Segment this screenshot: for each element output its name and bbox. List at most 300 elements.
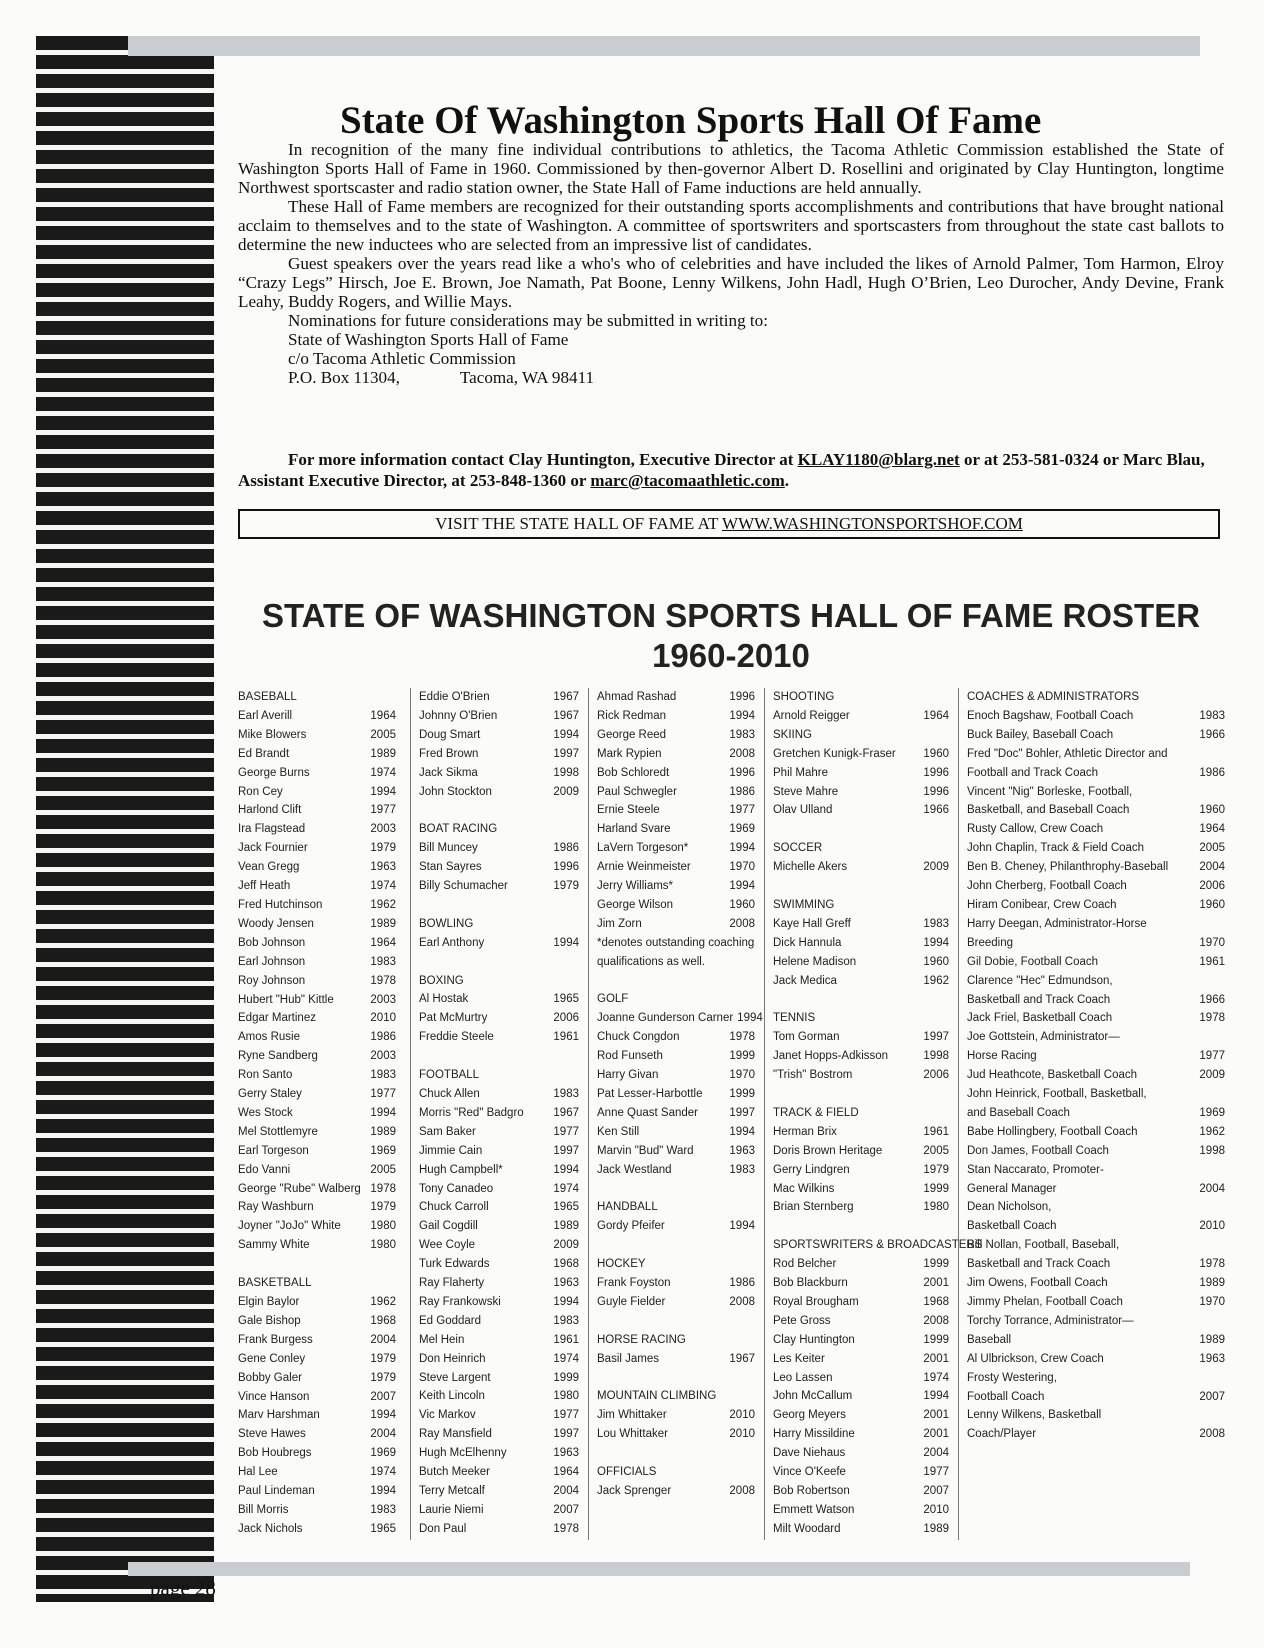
roster-entry — [419, 1123, 579, 1142]
induction-year: 1963 — [370, 861, 396, 874]
roster-entry — [773, 1501, 949, 1520]
induction-year: 1977 — [553, 1409, 579, 1422]
roster-entry — [419, 1028, 579, 1047]
induction-year: 1980 — [923, 1201, 949, 1214]
inductee-name: Ryne Sandberg — [238, 1050, 318, 1063]
roster-title-line-1: STATE OF WASHINGTON SPORTS HALL OF FAME ROSTER — [261, 597, 1201, 634]
inductee-name: Jack Friel, Basketball Coach — [967, 1012, 1113, 1025]
contact-text-3: . — [784, 471, 790, 490]
roster-entry — [238, 953, 396, 972]
roster-entry — [597, 1350, 755, 1369]
roster-note-line: Bill Nollan, Football, Baseball, — [967, 1239, 1120, 1252]
induction-year: 1994 — [729, 1220, 755, 1233]
roster-entry — [238, 1217, 396, 1236]
induction-year: 1979 — [553, 880, 579, 893]
inductee-name: Ron Cey — [238, 785, 283, 798]
inductee-name: Fred Brown — [419, 747, 479, 760]
induction-year: 2007 — [370, 1390, 396, 1403]
induction-year: 1977 — [370, 804, 396, 817]
induction-year: 2004 — [923, 1447, 949, 1460]
roster-entry — [419, 1501, 579, 1520]
inductee-name: Earl Averill — [238, 709, 293, 722]
induction-year: 1986 — [370, 1031, 396, 1044]
induction-year: 1983 — [553, 1087, 579, 1100]
roster-entry — [238, 991, 396, 1010]
induction-year: 2010 — [370, 1012, 396, 1025]
inductee-name: Anne Quast Sander — [597, 1106, 699, 1119]
roster-note-line: Harry Deegan, Administrator-Horse — [967, 917, 1147, 930]
induction-year: 1994 — [553, 1295, 579, 1308]
roster-entry — [419, 745, 579, 764]
induction-year: 1964 — [923, 709, 949, 722]
roster-section-heading: SOCCER — [773, 842, 823, 855]
induction-year: 1960 — [923, 955, 949, 968]
roster-table — [238, 688, 1225, 1540]
roster-entry — [419, 688, 579, 707]
inductee-name: Gail Cogdill — [419, 1220, 478, 1233]
roster-entry — [419, 1198, 579, 1217]
contact-text-2: or at 253-581-0324 or Marc Blau, Assistant Executive Director, at 253-848-1360 or — [238, 450, 1205, 490]
address-line-2: c/o Tacoma Athletic Commission — [288, 349, 516, 368]
roster-title-years: 1960-2010 — [652, 637, 810, 674]
inductee-name: Janet Hopps-Adkisson — [773, 1050, 889, 1063]
inductee-name: Steve Hawes — [238, 1428, 306, 1441]
inductee-name: Guyle Fielder — [597, 1295, 666, 1308]
induction-year: 2009 — [553, 785, 579, 798]
inductee-name: Doug Smart — [419, 728, 481, 741]
roster-section-heading: BASEBALL — [238, 691, 297, 703]
induction-year: 1983 — [370, 955, 396, 968]
inductee-name: Earl Johnson — [238, 955, 306, 968]
induction-year: 1989 — [923, 1522, 949, 1535]
roster-entry — [773, 1406, 949, 1425]
inductee-name: Dick Hannula — [773, 936, 842, 949]
roster-entry — [419, 1180, 579, 1199]
roster-note-line: qualifications as well. — [597, 955, 706, 968]
contact-text-1: For more information contact Clay Huntington, Executive Director at — [288, 450, 798, 469]
roster-entry — [597, 1142, 755, 1161]
induction-year: 1960 — [1199, 804, 1225, 817]
roster-note-line: Lenny Wilkens, Basketball — [967, 1409, 1102, 1422]
induction-year: 1961 — [923, 1125, 949, 1138]
inductee-name: Jim Zorn — [597, 917, 642, 930]
induction-year: 1996 — [729, 766, 755, 779]
roster-spacer — [419, 801, 579, 820]
inductee-name: Buck Bailey, Baseball Coach — [967, 728, 1114, 741]
inductee-name: Johnny O'Brien — [419, 709, 498, 722]
inductee-name: Elgin Baylor — [238, 1295, 300, 1308]
inductee-name: Les Keiter — [773, 1352, 825, 1365]
roster-entry — [773, 1425, 949, 1444]
induction-year: 1994 — [923, 1390, 949, 1403]
induction-year: 1986 — [729, 1277, 755, 1290]
roster-column-3 — [588, 688, 763, 1540]
roster-entry — [773, 1047, 949, 1066]
email-link-klay[interactable]: KLAY1180@blarg.net — [797, 450, 960, 469]
induction-year: 2008 — [729, 1295, 755, 1308]
roster-entry — [419, 1217, 579, 1236]
inductee-name: Michelle Akers — [773, 861, 848, 874]
induction-year: 1965 — [370, 1522, 396, 1535]
roster-entry — [597, 1123, 755, 1142]
inductee-name: Coach/Player — [967, 1428, 1037, 1441]
roster-entry — [419, 1406, 579, 1425]
inductee-name: Mel Hein — [419, 1333, 465, 1346]
roster-spacer — [597, 1312, 755, 1331]
inductee-name: Chuck Allen — [419, 1087, 480, 1100]
induction-year: 1994 — [729, 709, 755, 722]
roster-entry — [773, 1312, 949, 1331]
roster-spacer — [597, 1444, 755, 1463]
roster-entry — [967, 953, 1225, 972]
page-number: page 28 — [150, 1576, 216, 1600]
bottom-rule-bar — [128, 1562, 1190, 1576]
inductee-name: Paul Lindeman — [238, 1485, 315, 1498]
induction-year: 2003 — [370, 1050, 396, 1063]
inductee-name: Bob Johnson — [238, 936, 306, 949]
induction-year: 1994 — [370, 785, 396, 798]
roster-entry — [419, 990, 579, 1009]
roster-entry — [419, 877, 579, 896]
roster-note-line: *denotes outstanding coaching — [597, 936, 755, 949]
induction-year: 1980 — [553, 1390, 579, 1403]
roster-spacer — [419, 953, 579, 972]
inductee-name: Gordy Pfeifer — [597, 1220, 665, 1233]
intro-paragraph-2: These Hall of Fame members are recognized for their outstanding sports accomplishments and contributions that have brought national acclaim to themselves and to the state of Washington. A committee of sportswriters and sportscasters from throughout the state cast ballots to determine the new inductees who are selected from an impressive list of candidates. — [238, 197, 1224, 254]
roster-entry — [773, 801, 949, 820]
inductee-name: George "Rube" Walberg — [238, 1182, 361, 1195]
induction-year: 1994 — [729, 1125, 755, 1138]
induction-year: 1974 — [923, 1371, 949, 1384]
inductee-name: Earl Torgeson — [238, 1144, 309, 1157]
roster-note-line: John Heinrick, Football, Basketball, — [967, 1088, 1147, 1101]
induction-year: 1969 — [370, 1447, 396, 1460]
roster-spacer — [597, 1236, 755, 1255]
inductee-name: Turk Edwards — [419, 1258, 490, 1271]
induction-year: 2010 — [729, 1428, 755, 1441]
roster-section-heading: SPORTSWRITERS & BROADCASTERS — [773, 1239, 983, 1252]
roster-entry — [597, 1047, 755, 1066]
inductee-name: Brian Sternberg — [773, 1201, 854, 1214]
induction-year: 1979 — [370, 842, 396, 855]
inductee-name: Earl Anthony — [419, 936, 485, 949]
roster-entry — [773, 1463, 949, 1482]
roster-entry — [773, 953, 949, 972]
roster-spacer — [597, 1180, 755, 1199]
induction-year: 1960 — [923, 747, 949, 760]
induction-year: 1967 — [553, 709, 579, 722]
induction-year: 1969 — [1199, 1106, 1225, 1119]
roster-entry — [773, 1520, 949, 1539]
inductee-name: Enoch Bagshaw, Football Coach — [967, 709, 1134, 722]
inductee-name: Gale Bishop — [238, 1314, 301, 1327]
induction-year: 1978 — [729, 1031, 755, 1044]
induction-year: 1997 — [553, 1144, 579, 1157]
roster-entry — [773, 1180, 949, 1199]
inductee-name: Ray Flaherty — [419, 1277, 485, 1290]
inductee-name: Rusty Callow, Crew Coach — [967, 823, 1104, 836]
induction-year: 2008 — [729, 917, 755, 930]
induction-year: 1963 — [1199, 1352, 1225, 1365]
roster-entry — [597, 1482, 755, 1501]
roster-entry — [238, 1104, 396, 1123]
roster-note-line: Joe Gottstein, Administrator— — [967, 1031, 1120, 1044]
roster-spacer — [773, 990, 949, 1009]
roster-entry — [419, 1482, 579, 1501]
inductee-name: Ray Frankowski — [419, 1295, 501, 1308]
induction-year: 2008 — [923, 1314, 949, 1327]
induction-year: 1977 — [553, 1125, 579, 1138]
induction-year: 2009 — [923, 861, 949, 874]
roster-entry — [773, 1482, 949, 1501]
induction-year: 1999 — [553, 1371, 579, 1384]
induction-year: 1986 — [553, 842, 579, 855]
roster-entry — [238, 764, 396, 783]
induction-year: 1983 — [553, 1314, 579, 1327]
roster-entry — [967, 1217, 1225, 1236]
induction-year: 1974 — [553, 1182, 579, 1195]
inductee-name: Jim Whittaker — [597, 1409, 667, 1422]
induction-year: 1964 — [1199, 823, 1225, 836]
inductee-name: Marvin "Bud" Ward — [597, 1144, 694, 1157]
roster-entry — [967, 1180, 1225, 1199]
roster-section-heading: BOXING — [419, 974, 464, 987]
induction-year: 1977 — [923, 1466, 949, 1479]
inductee-name: Woody Jensen — [238, 917, 314, 930]
induction-year: 1960 — [729, 898, 755, 911]
roster-entry — [238, 1142, 396, 1161]
roster-column-2 — [410, 688, 587, 1540]
induction-year: 1978 — [1199, 1012, 1225, 1025]
inductee-name: Don Heinrich — [419, 1352, 486, 1365]
roster-entry — [773, 1198, 949, 1217]
induction-year: 2004 — [370, 1333, 396, 1346]
inductee-name: Pat Lesser-Harbottle — [597, 1088, 703, 1101]
inductee-name: Vince O'Keefe — [773, 1466, 846, 1479]
inductee-name: Harry Givan — [597, 1069, 659, 1082]
inductee-name: Hal Lee — [238, 1466, 278, 1479]
inductee-name: Steve Largent — [419, 1371, 491, 1384]
inductee-name: Ahmad Rashad — [597, 691, 677, 703]
roster-entry — [419, 1444, 579, 1463]
roster-note-line: Vincent "Nig" Borleske, Football, — [967, 785, 1133, 798]
induction-year: 1989 — [370, 1125, 396, 1138]
inductee-name: Edo Vanni — [238, 1163, 291, 1176]
inductee-name: Steve Mahre — [773, 785, 839, 798]
induction-year: 2005 — [370, 728, 396, 741]
inductee-name: Vince Hanson — [238, 1390, 310, 1403]
inductee-name: Al Ulbrickson, Crew Coach — [967, 1352, 1104, 1365]
roster-entry — [597, 1066, 755, 1085]
inductee-name: Morris "Red" Badgro — [419, 1106, 524, 1119]
induction-year: 1967 — [729, 1352, 755, 1365]
roster-entry — [419, 707, 579, 726]
address-line-3 — [238, 368, 1224, 387]
roster-section-heading: SWIMMING — [773, 898, 835, 911]
inductee-name: Leo Lassen — [773, 1371, 833, 1384]
roster-entry — [419, 1104, 579, 1123]
inductee-name: Harlond Clift — [238, 804, 302, 817]
inductee-name: Jud Heathcote, Basketball Coach — [967, 1069, 1138, 1082]
inductee-name: Mac Wilkins — [773, 1182, 835, 1195]
induction-year: 1966 — [1199, 993, 1225, 1006]
induction-year: 1999 — [923, 1182, 949, 1195]
roster-entry — [597, 1217, 755, 1236]
roster-section-heading: SHOOTING — [773, 691, 835, 703]
induction-year: 1998 — [1199, 1144, 1225, 1157]
roster-entry — [597, 877, 755, 896]
website-link[interactable]: WWW.WASHINGTONSPORTSHOF.COM — [722, 514, 1023, 533]
inductee-name: Kaye Hall Greff — [773, 917, 851, 930]
inductee-name: Jim Owens, Football Coach — [967, 1277, 1108, 1290]
roster-entry — [238, 1350, 396, 1369]
roster-entry — [773, 1255, 949, 1274]
inductee-name: Basketball Coach — [967, 1220, 1057, 1233]
roster-entry — [238, 1066, 396, 1085]
inductee-name: Bob Robertson — [773, 1484, 850, 1497]
roster-spacer — [597, 1369, 755, 1388]
induction-year: 1999 — [923, 1333, 949, 1346]
induction-year: 1970 — [1199, 936, 1225, 949]
roster-note-line: Dean Nicholson, — [967, 1201, 1052, 1214]
roster-entry — [419, 1009, 579, 1028]
roster-entry — [773, 1274, 949, 1293]
inductee-name: Jack Medica — [773, 974, 837, 987]
inductee-name: Emmett Watson — [773, 1503, 855, 1516]
roster-spacer — [773, 1217, 949, 1236]
induction-year: 1977 — [370, 1088, 396, 1101]
inductee-name: Ken Still — [597, 1125, 640, 1138]
induction-year: 1977 — [729, 804, 755, 817]
inductee-name: Jack Nichols — [238, 1522, 303, 1535]
induction-year: 1994 — [553, 1163, 579, 1176]
roster-entry — [238, 1520, 396, 1539]
roster-entry — [238, 1425, 396, 1444]
roster-entry — [967, 1123, 1225, 1142]
roster-entry — [967, 820, 1225, 839]
inductee-name: Don Paul — [419, 1522, 467, 1535]
inductee-name: Gretchen Kunigk-Fraser — [773, 747, 896, 760]
inductee-name: George Reed — [597, 728, 667, 741]
induction-year: 2001 — [923, 1409, 949, 1422]
roster-section-heading: BOAT RACING — [419, 823, 498, 836]
inductee-name: Phil Mahre — [773, 766, 828, 779]
induction-year: 1962 — [923, 974, 949, 987]
induction-year: 1997 — [553, 747, 579, 760]
roster-entry — [238, 1388, 396, 1407]
roster-entry — [238, 1293, 396, 1312]
roster-entry — [967, 1425, 1225, 1444]
roster-entry — [238, 745, 396, 764]
email-link-marc[interactable]: marc@tacomaathletic.com — [590, 471, 785, 490]
visit-text: VISIT THE STATE HALL OF FAME AT — [435, 514, 723, 533]
inductee-name: Georg Meyers — [773, 1409, 846, 1422]
induction-year: 1986 — [1199, 766, 1225, 779]
inductee-name: Jack Sikma — [419, 766, 478, 779]
inductee-name: Jimmy Phelan, Football Coach — [967, 1296, 1123, 1308]
roster-entry — [238, 1463, 396, 1482]
induction-year: 2005 — [923, 1144, 949, 1157]
induction-year: 1997 — [729, 1106, 755, 1119]
roster-entry — [419, 1350, 579, 1369]
induction-year: 1965 — [553, 1201, 579, 1214]
induction-year: 2008 — [729, 747, 755, 760]
induction-year: 2006 — [923, 1069, 949, 1082]
address-city: Tacoma, WA 98411 — [459, 368, 595, 387]
roster-entry — [419, 934, 579, 953]
induction-year: 2007 — [1199, 1390, 1225, 1403]
roster-entry — [773, 858, 949, 877]
inductee-name: Butch Meeker — [419, 1466, 490, 1479]
roster-entry — [773, 915, 949, 934]
roster-entry — [238, 1406, 396, 1425]
roster-entry — [238, 1331, 396, 1350]
address-po-box: P.O. Box 11304, — [288, 368, 400, 387]
roster-entry — [419, 1255, 579, 1274]
induction-year: 1983 — [923, 917, 949, 930]
roster-entry — [597, 1293, 755, 1312]
inductee-name: Ed Goddard — [419, 1314, 482, 1327]
roster-section-heading: MOUNTAIN CLIMBING — [597, 1390, 717, 1403]
roster-entry — [419, 1312, 579, 1331]
roster-entry — [773, 1123, 949, 1142]
inductee-name: Marv Harshman — [238, 1409, 320, 1422]
inductee-name: and Baseball Coach — [967, 1106, 1070, 1119]
roster-note-line: Torchy Torrance, Administrator— — [967, 1314, 1134, 1327]
roster-entry — [238, 915, 396, 934]
roster-entry — [238, 1236, 396, 1255]
induction-year: 1996 — [729, 691, 755, 703]
roster-entry — [967, 1388, 1225, 1407]
roster-entry — [419, 1293, 579, 1312]
top-rule-bar — [128, 36, 1200, 56]
inductee-name: Bob Schloredt — [597, 766, 670, 779]
roster-entry — [238, 1198, 396, 1217]
induction-year: 1960 — [1199, 898, 1225, 911]
inductee-name: George Burns — [238, 766, 310, 779]
induction-year: 1999 — [729, 1050, 755, 1063]
roster-entry — [967, 877, 1225, 896]
induction-year: 1989 — [370, 747, 396, 760]
induction-year: 1997 — [553, 1428, 579, 1441]
roster-entry — [597, 820, 755, 839]
inductee-name: Fred Hutchinson — [238, 898, 323, 911]
induction-year: 2001 — [923, 1352, 949, 1365]
roster-entry — [597, 1104, 755, 1123]
induction-year: 1994 — [737, 1012, 763, 1025]
induction-year: 1983 — [729, 728, 755, 741]
roster-entry — [238, 1444, 396, 1463]
roster-entry — [967, 896, 1225, 915]
roster-entry — [597, 745, 755, 764]
inductee-name: Freddie Steele — [419, 1031, 494, 1044]
roster-spacer — [238, 1255, 396, 1274]
inductee-name: Jack Sprenger — [597, 1484, 672, 1497]
induction-year: 2004 — [1199, 861, 1225, 874]
roster-entry — [238, 972, 396, 991]
roster-entry — [597, 1028, 755, 1047]
inductee-name: Billy Schumacher — [419, 880, 508, 893]
induction-year: 1963 — [553, 1447, 579, 1460]
induction-year: 1980 — [370, 1220, 396, 1233]
inductee-name: Frank Burgess — [238, 1333, 313, 1346]
inductee-name: Pete Gross — [773, 1314, 831, 1327]
roster-section-heading: COACHES & ADMINISTRATORS — [967, 691, 1140, 703]
intro-paragraph-3: Guest speakers over the years read like a who's who of celebrities and have included the likes of Arnold Palmer, Tom Harmon, Elroy “Crazy Legs” Hirsch, Joe E. Brown, Joe Namath, Pat Boone, Lenny Wilkens, John Hadl, Hugh O’Brien, Leo Durocher, Andy Devine, Frank Leahy, Buddy Rogers, and Willie Mays. — [238, 254, 1224, 311]
induction-year: 1964 — [553, 1466, 579, 1479]
inductee-name: Ron Santo — [238, 1069, 293, 1082]
roster-entry — [238, 820, 396, 839]
